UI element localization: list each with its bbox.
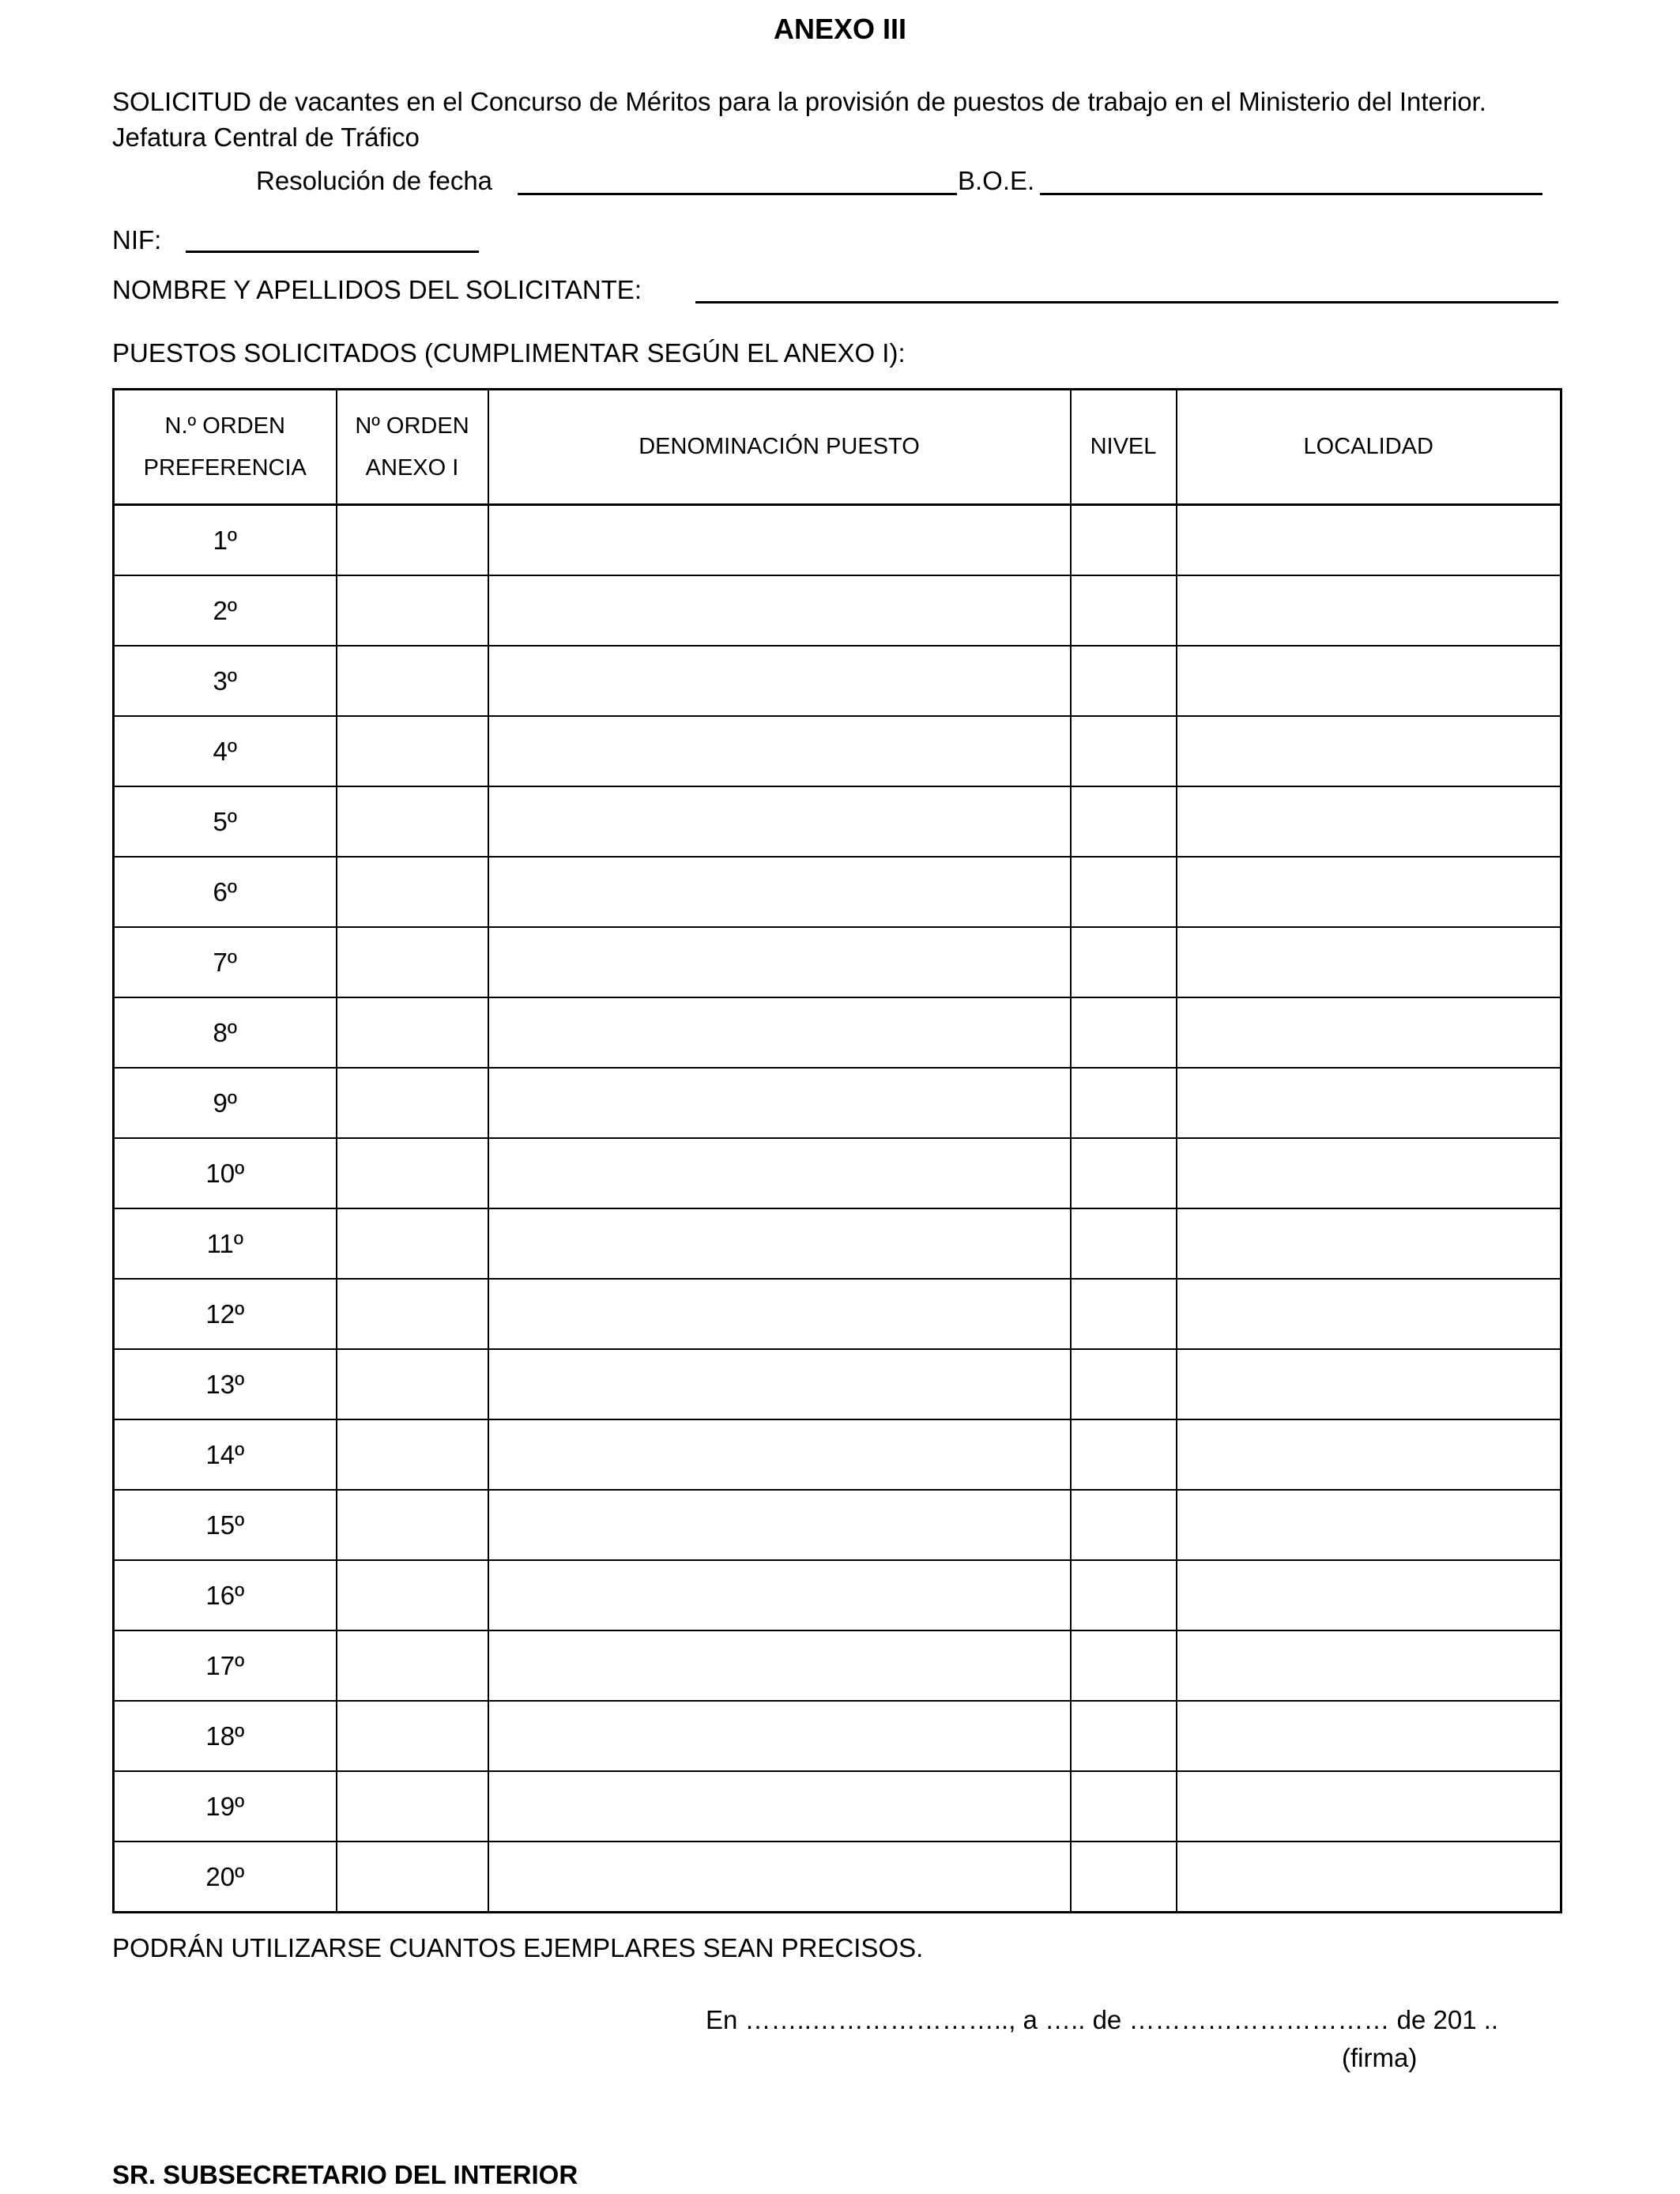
cell-nivel[interactable] <box>1071 1068 1177 1138</box>
cell-orden-anexo[interactable] <box>337 1630 488 1701</box>
cell-nivel[interactable] <box>1071 505 1177 576</box>
cell-orden-anexo[interactable] <box>337 1701 488 1771</box>
header-nivel: NIVEL <box>1071 390 1177 505</box>
cell-denominacion-puesto[interactable] <box>488 1771 1071 1842</box>
table-row <box>114 927 1561 997</box>
cell-nivel[interactable] <box>1071 1560 1177 1630</box>
cell-nivel[interactable] <box>1071 1208 1177 1279</box>
table-row <box>114 505 1561 576</box>
cell-localidad[interactable] <box>1177 575 1561 646</box>
cell-orden-anexo[interactable] <box>337 1068 488 1138</box>
intro-text-line-2: Jefatura Central de Tráfico <box>112 123 420 152</box>
header-orden-preferencia <box>114 390 337 505</box>
cell-denominacion-puesto[interactable] <box>488 716 1071 786</box>
nif-label: NIF: <box>112 225 162 254</box>
table-row <box>114 575 1561 646</box>
cell-nivel[interactable] <box>1071 1349 1177 1419</box>
cell-localidad[interactable] <box>1177 786 1561 857</box>
cell-orden-preferencia: 10º <box>114 1138 337 1208</box>
table-row <box>114 1419 1561 1490</box>
cell-denominacion-puesto[interactable] <box>488 1208 1071 1279</box>
table-row <box>114 1279 1561 1349</box>
footer-addressee: SR. SUBSECRETARIO DEL INTERIOR <box>112 2160 578 2189</box>
puestos-label: PUESTOS SOLICITADOS (CUMPLIMENTAR SEGÚN EL ANEXO I): <box>112 338 906 368</box>
table-header-row <box>114 390 1561 505</box>
cell-denominacion-puesto[interactable] <box>488 1630 1071 1701</box>
boe-label: B.O.E. <box>958 166 1035 195</box>
table-row <box>114 997 1561 1068</box>
table-row <box>114 1842 1561 1913</box>
resolucion-label: Resolución de fecha <box>256 166 493 195</box>
cell-orden-anexo[interactable] <box>337 575 488 646</box>
header-orden-anexo-line1: Nº ORDEN <box>355 413 469 439</box>
cell-orden-preferencia: 17º <box>114 1630 337 1701</box>
nif-field[interactable] <box>186 251 479 253</box>
cell-orden-anexo[interactable] <box>337 1771 488 1842</box>
cell-orden-anexo[interactable] <box>337 1490 488 1560</box>
cell-nivel[interactable] <box>1071 786 1177 857</box>
cell-localidad[interactable] <box>1177 505 1561 576</box>
cell-orden-preferencia: 3º <box>114 646 337 716</box>
cell-localidad[interactable] <box>1177 1560 1561 1630</box>
cell-denominacion-puesto[interactable] <box>488 575 1071 646</box>
cell-nivel[interactable] <box>1071 1138 1177 1208</box>
note-text: PODRÁN UTILIZARSE CUANTOS EJEMPLARES SEAN PRECISOS. <box>112 1933 924 1962</box>
cell-localidad[interactable] <box>1177 857 1561 927</box>
cell-orden-preferencia: 4º <box>114 716 337 786</box>
cell-orden-anexo[interactable] <box>337 997 488 1068</box>
cell-localidad[interactable] <box>1177 1349 1561 1419</box>
cell-localidad[interactable] <box>1177 1630 1561 1701</box>
cell-nivel[interactable] <box>1071 1771 1177 1842</box>
table-row <box>114 716 1561 786</box>
cell-localidad[interactable] <box>1177 927 1561 997</box>
page-title: ANEXO III <box>773 13 907 45</box>
cell-orden-preferencia: 12º <box>114 1279 337 1349</box>
cell-denominacion-puesto[interactable] <box>488 1490 1071 1560</box>
cell-orden-anexo[interactable] <box>337 927 488 997</box>
table-row <box>114 786 1561 857</box>
cell-nivel[interactable] <box>1071 927 1177 997</box>
cell-nivel[interactable] <box>1071 1842 1177 1913</box>
cell-orden-preferencia: 6º <box>114 857 337 927</box>
cell-orden-preferencia: 14º <box>114 1419 337 1490</box>
table-row <box>114 1771 1561 1842</box>
cell-orden-preferencia: 19º <box>114 1771 337 1842</box>
cell-nivel[interactable] <box>1071 646 1177 716</box>
cell-orden-preferencia: 11º <box>114 1208 337 1279</box>
cell-localidad[interactable] <box>1177 716 1561 786</box>
header-orden-preferencia-line1: N.º ORDEN <box>164 413 285 439</box>
date-line: En ……..………………….., a ….. de ………………………… de 201 .. <box>706 2005 1499 2034</box>
cell-orden-preferencia: 20º <box>114 1842 337 1913</box>
cell-denominacion-puesto[interactable] <box>488 1842 1071 1913</box>
cell-orden-preferencia: 8º <box>114 997 337 1068</box>
cell-nivel[interactable] <box>1071 857 1177 927</box>
table-row <box>114 857 1561 927</box>
cell-localidad[interactable] <box>1177 1208 1561 1279</box>
cell-denominacion-puesto[interactable] <box>488 997 1071 1068</box>
cell-denominacion-puesto[interactable] <box>488 857 1071 927</box>
cell-orden-anexo[interactable] <box>337 1842 488 1913</box>
table-row <box>114 1490 1561 1560</box>
cell-orden-anexo[interactable] <box>337 716 488 786</box>
cell-nivel[interactable] <box>1071 1630 1177 1701</box>
cell-orden-anexo[interactable] <box>337 646 488 716</box>
cell-orden-preferencia: 9º <box>114 1068 337 1138</box>
cell-orden-anexo[interactable] <box>337 1138 488 1208</box>
cell-orden-anexo[interactable] <box>337 1349 488 1419</box>
cell-orden-preferencia: 2º <box>114 575 337 646</box>
cell-denominacion-puesto[interactable] <box>488 927 1071 997</box>
header-localidad: LOCALIDAD <box>1177 390 1561 505</box>
cell-orden-anexo[interactable] <box>337 1560 488 1630</box>
cell-denominacion-puesto[interactable] <box>488 505 1071 576</box>
cell-localidad[interactable] <box>1177 1842 1561 1913</box>
cell-nivel[interactable] <box>1071 575 1177 646</box>
cell-orden-preferencia: 5º <box>114 786 337 857</box>
cell-denominacion-puesto[interactable] <box>488 646 1071 716</box>
firma-label: (firma) <box>1342 2043 1418 2072</box>
cell-nivel[interactable] <box>1071 1419 1177 1490</box>
cell-localidad[interactable] <box>1177 1068 1561 1138</box>
cell-orden-anexo[interactable] <box>337 1419 488 1490</box>
cell-localidad[interactable] <box>1177 1771 1561 1842</box>
cell-orden-preferencia: 1º <box>114 505 337 576</box>
cell-orden-anexo[interactable] <box>337 505 488 576</box>
table-row <box>114 1349 1561 1419</box>
table-row <box>114 1701 1561 1771</box>
table-row <box>114 1560 1561 1630</box>
cell-localidad[interactable] <box>1177 1701 1561 1771</box>
cell-localidad[interactable] <box>1177 1490 1561 1560</box>
cell-nivel[interactable] <box>1071 1279 1177 1349</box>
cell-orden-preferencia: 7º <box>114 927 337 997</box>
cell-localidad[interactable] <box>1177 997 1561 1068</box>
table-row <box>114 646 1561 716</box>
cell-denominacion-puesto[interactable] <box>488 786 1071 857</box>
header-orden-preferencia-line2: PREFERENCIA <box>143 454 307 481</box>
nombre-field[interactable] <box>695 301 1558 303</box>
cell-nivel[interactable] <box>1071 1490 1177 1560</box>
table-row <box>114 1068 1561 1138</box>
cell-localidad[interactable] <box>1177 1138 1561 1208</box>
resolucion-date-field[interactable] <box>518 193 957 195</box>
table-row <box>114 1208 1561 1279</box>
nombre-label: NOMBRE Y APELLIDOS DEL SOLICITANTE: <box>112 275 642 304</box>
cell-nivel[interactable] <box>1071 716 1177 786</box>
cell-orden-anexo[interactable] <box>337 1279 488 1349</box>
cell-localidad[interactable] <box>1177 1279 1561 1349</box>
header-orden-anexo-line2: ANEXO I <box>365 454 459 481</box>
cell-denominacion-puesto[interactable] <box>488 1349 1071 1419</box>
cell-denominacion-puesto[interactable] <box>488 1279 1071 1349</box>
intro-text-line-1: SOLICITUD de vacantes en el Concurso de Méritos para la provisión de puestos de trabajo en el Ministerio del Interior. <box>112 87 1486 116</box>
cell-orden-anexo[interactable] <box>337 1208 488 1279</box>
cell-denominacion-puesto[interactable] <box>488 1560 1071 1630</box>
cell-nivel[interactable] <box>1071 997 1177 1068</box>
cell-localidad[interactable] <box>1177 1419 1561 1490</box>
cell-orden-anexo[interactable] <box>337 786 488 857</box>
table-row <box>114 1630 1561 1701</box>
cell-orden-preferencia: 15º <box>114 1490 337 1560</box>
cell-nivel[interactable] <box>1071 1701 1177 1771</box>
table-row <box>114 1138 1561 1208</box>
header-orden-anexo <box>337 390 488 505</box>
cell-denominacion-puesto[interactable] <box>488 1701 1071 1771</box>
cell-denominacion-puesto[interactable] <box>488 1138 1071 1208</box>
puestos-table <box>112 388 1562 1913</box>
cell-orden-preferencia: 16º <box>114 1560 337 1630</box>
boe-field[interactable] <box>1040 193 1543 195</box>
cell-localidad[interactable] <box>1177 646 1561 716</box>
cell-orden-preferencia: 13º <box>114 1349 337 1419</box>
cell-denominacion-puesto[interactable] <box>488 1419 1071 1490</box>
header-denominacion-puesto: DENOMINACIÓN PUESTO <box>488 390 1071 505</box>
cell-orden-preferencia: 18º <box>114 1701 337 1771</box>
cell-orden-anexo[interactable] <box>337 857 488 927</box>
cell-denominacion-puesto[interactable] <box>488 1068 1071 1138</box>
